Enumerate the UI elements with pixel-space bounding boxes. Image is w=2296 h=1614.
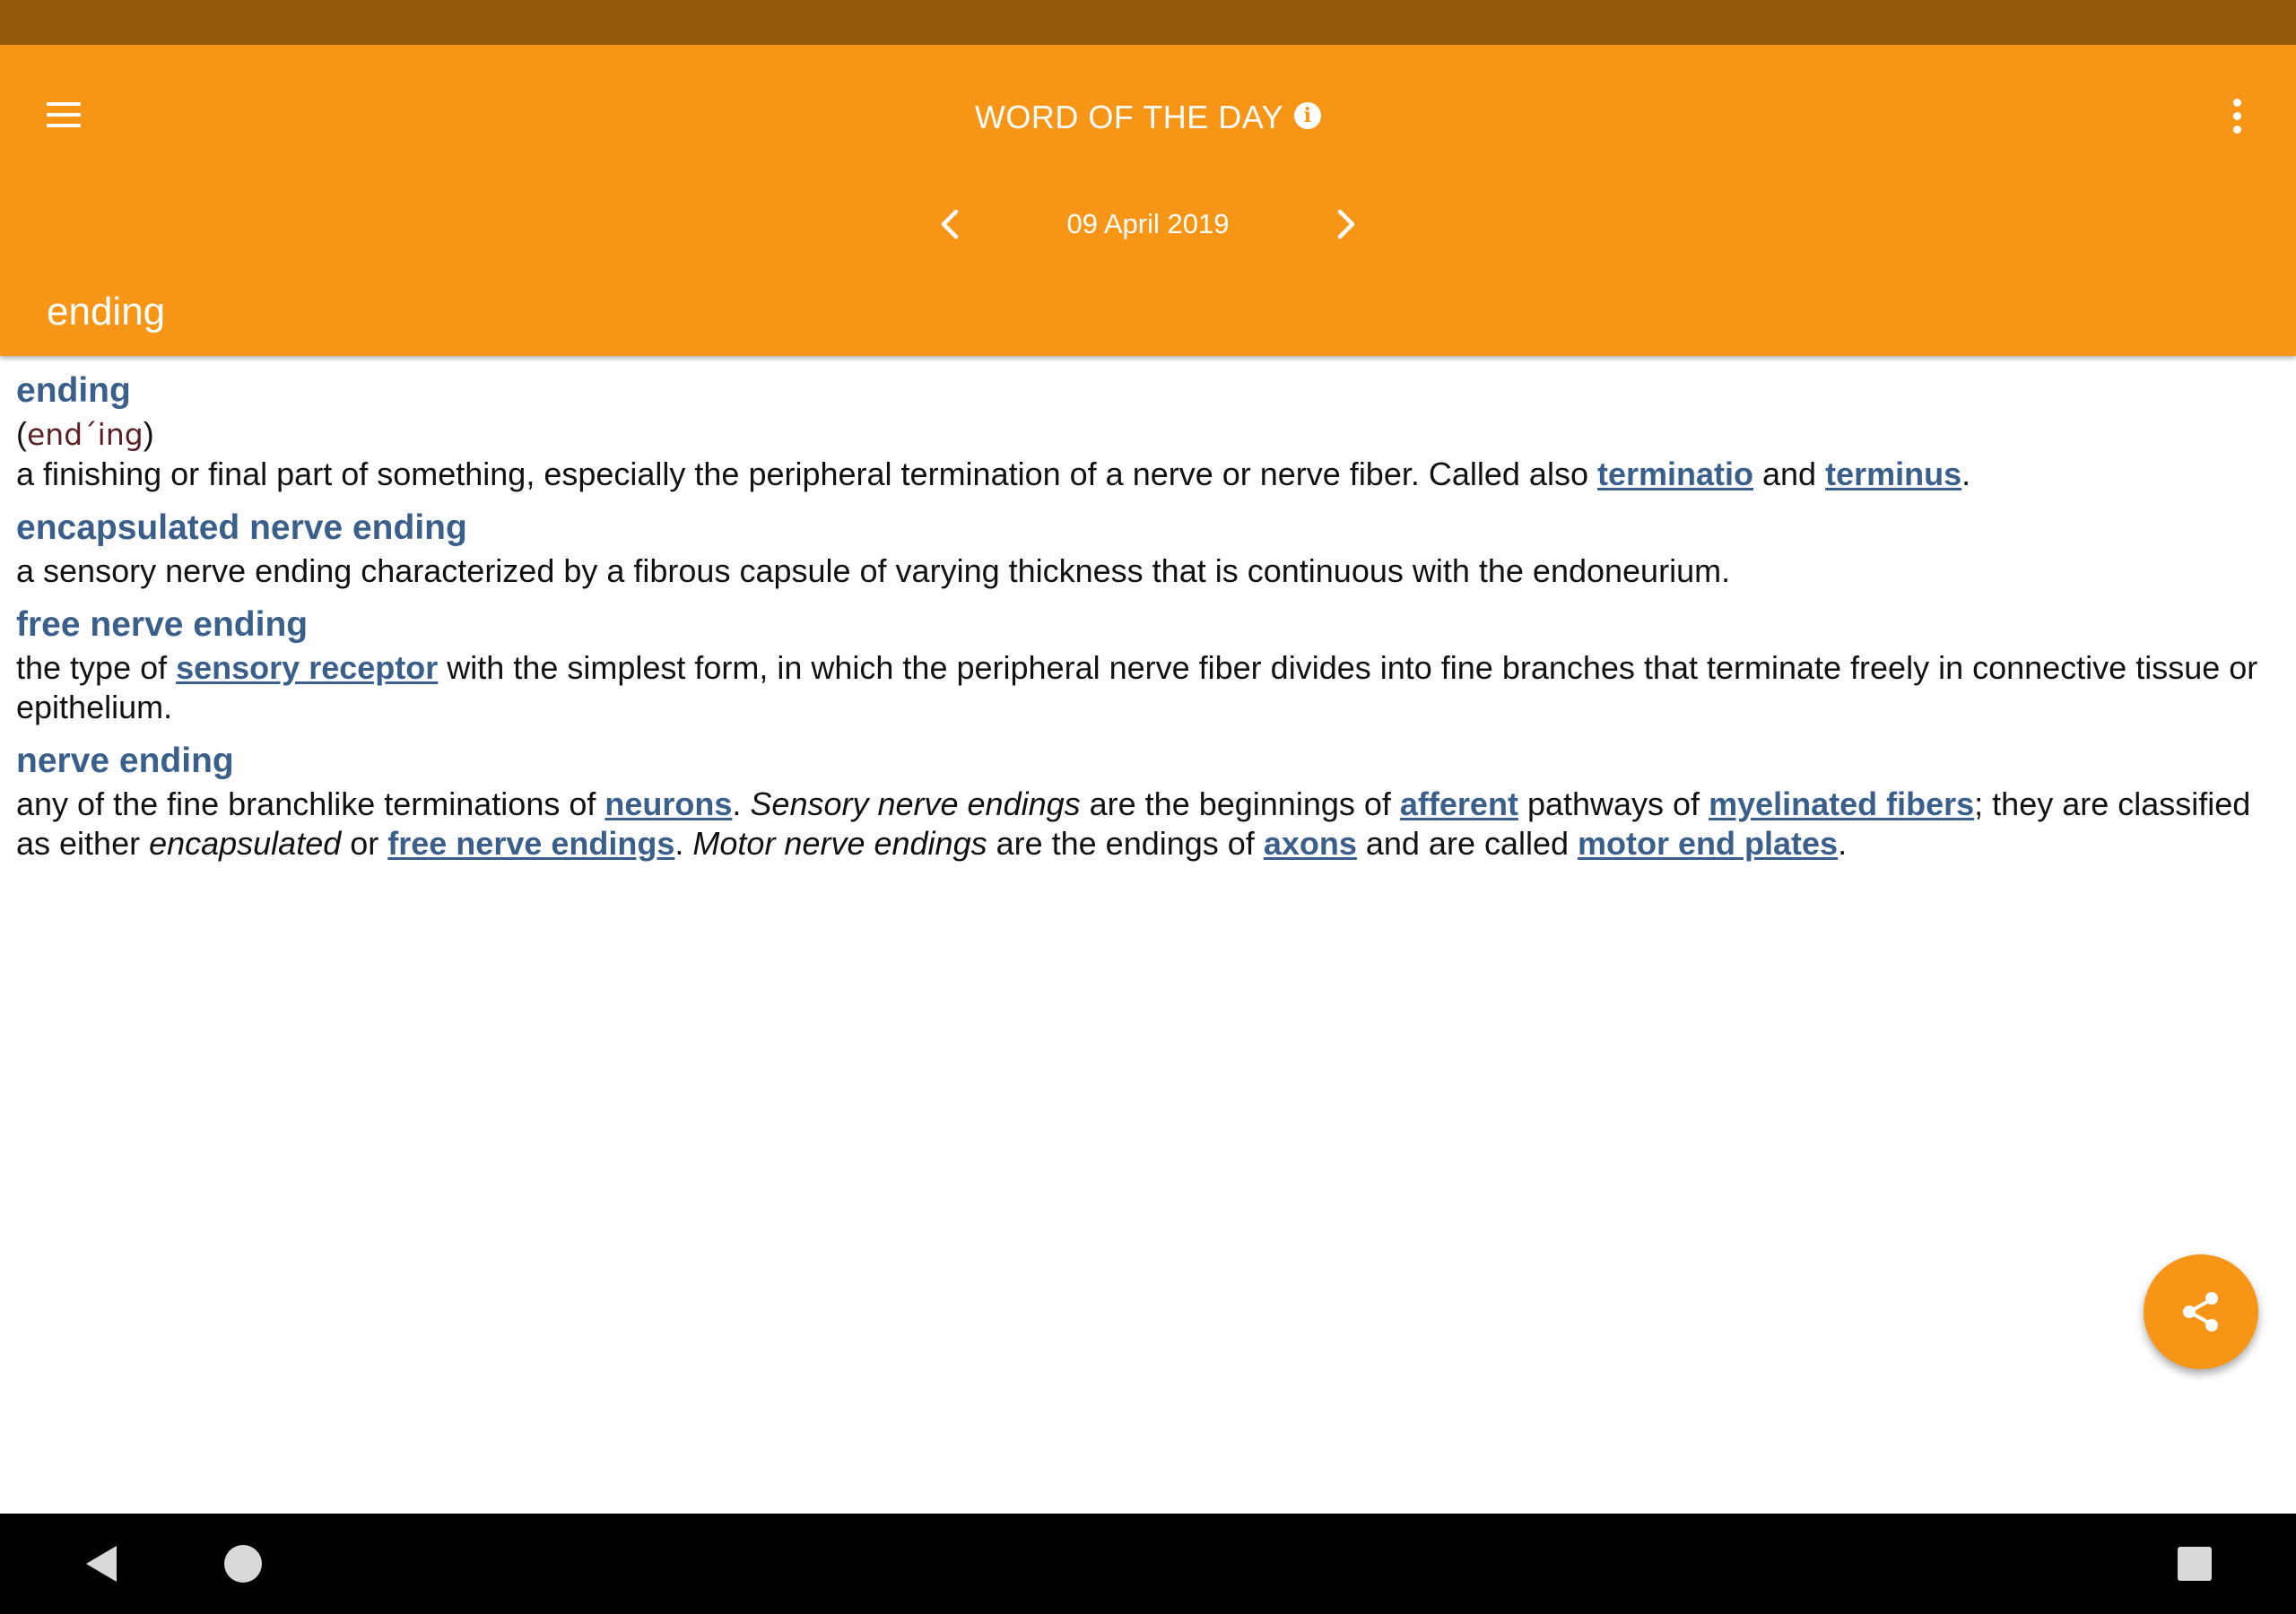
link-terminatio[interactable]: terminatio <box>1596 456 1753 492</box>
link-myelinated-fibers[interactable]: myelinated fibers <box>1709 785 1975 822</box>
link-afferent[interactable]: afferent <box>1399 785 1518 822</box>
link-axons[interactable]: axons <box>1263 825 1357 862</box>
chevron-left-icon[interactable] <box>924 197 978 251</box>
def-text: and <box>1753 456 1826 492</box>
link-motor-end-plates[interactable]: motor end plates <box>1578 825 1839 862</box>
def-text: . <box>1961 456 1971 492</box>
entry-heading: nerve ending <box>16 742 234 780</box>
entry-ending <box>16 368 2276 494</box>
word-of-day-heading: ending <box>47 290 166 334</box>
back-icon[interactable] <box>81 1540 126 1587</box>
definition-text <box>16 455 2276 494</box>
entry-heading: encapsulated nerve ending <box>16 508 467 547</box>
info-icon[interactable]: i <box>1294 102 1321 129</box>
link-free-nerve-endings[interactable]: free nerve endings <box>387 825 675 862</box>
more-vertical-icon[interactable] <box>2224 97 2251 136</box>
app-bar <box>0 45 2296 356</box>
page-title-text: WORD OF THE DAY <box>974 99 1284 135</box>
date-navigator <box>924 197 1372 251</box>
share-button[interactable] <box>2144 1254 2258 1369</box>
def-text: and are called <box>1356 825 1578 862</box>
def-text: or <box>341 825 388 862</box>
link-sensory-receptor[interactable]: sensory receptor <box>176 649 439 686</box>
link-neurons[interactable]: neurons <box>604 785 733 822</box>
def-text: are the endings of <box>987 825 1264 862</box>
entry-free-nerve-ending <box>16 602 2276 727</box>
def-text: ; they are classified as either <box>16 785 2251 862</box>
status-bar <box>0 0 2296 45</box>
def-text: pathways of <box>1518 785 1709 822</box>
share-icon <box>2174 1285 2228 1339</box>
pron-paren-close: ) <box>143 415 154 452</box>
definition-content <box>16 368 2276 874</box>
entry-heading: free nerve ending <box>16 605 309 644</box>
recents-icon[interactable] <box>2178 1547 2212 1581</box>
page-title <box>0 95 2224 140</box>
chevron-right-icon[interactable] <box>1318 197 1372 251</box>
system-navigation-bar <box>0 1514 2296 1614</box>
home-icon[interactable] <box>224 1545 262 1583</box>
def-text: are the beginnings of <box>1080 785 1400 822</box>
def-text: any of the fine branchlike terminations of <box>16 785 605 822</box>
def-italic: Motor nerve endings <box>692 825 987 862</box>
link-terminus[interactable]: terminus <box>1825 456 1962 492</box>
def-text: a sensory nerve ending characterized by a fibrous capsule of varying thickness that is continuous with the endoneurium. <box>16 552 1731 589</box>
def-italic: Sensory nerve endings <box>750 785 1081 822</box>
definition-text <box>16 785 2276 863</box>
def-text: . <box>674 825 693 862</box>
definition-text <box>16 551 2276 591</box>
def-italic: encapsulated <box>149 825 342 862</box>
definition-text <box>16 648 2276 727</box>
entry-heading: ending <box>16 371 131 410</box>
pron-paren-open: ( <box>16 415 27 452</box>
def-text: . <box>1838 825 1848 862</box>
pronunciation <box>16 414 2276 455</box>
pronunciation-text: end´ing <box>27 417 144 452</box>
def-text: the type of <box>16 649 177 686</box>
def-text: with the simplest form, in which the peripheral nerve fiber divides into fine branches that terminate freely in connective tissue or epithelium. <box>16 649 2258 725</box>
def-text: a finishing or final part of something, especially the peripheral termination of a nerve or nerve fiber. Called also <box>16 456 1597 492</box>
entry-encapsulated-nerve-ending <box>16 505 2276 591</box>
entry-nerve-ending <box>16 738 2276 863</box>
date-label: 09 April 2019 <box>1066 208 1230 239</box>
def-text: . <box>732 785 751 822</box>
